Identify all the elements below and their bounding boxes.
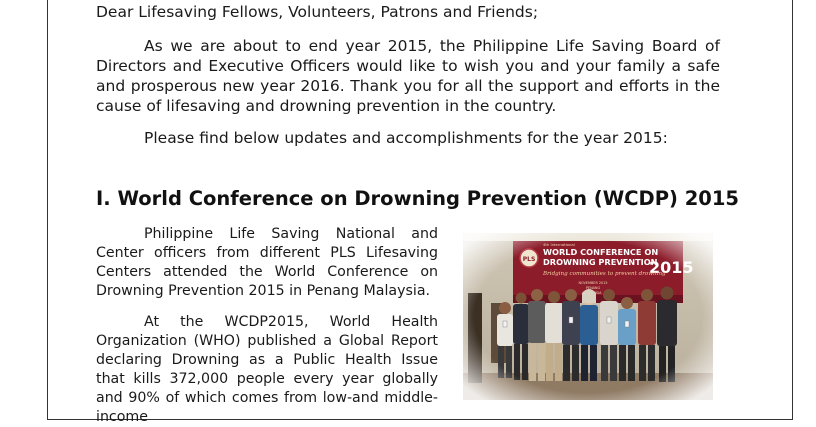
conference-group-photo bbox=[463, 233, 713, 400]
updates-intro: Please find below updates and accomplishments for the year 2015: bbox=[144, 129, 668, 147]
wcdp-paragraph-2: At the WCDP2015, World Health Organization (WHO) published a Global Report declaring Drowning as a Public Health Issue that kills 372,000 people every year globally and 90% of which comes from low-and middle-income bbox=[96, 314, 438, 425]
intro-paragraph: As we are about to end year 2015, the Philippine Life Saving Board of Directors and Executive Officers would like to wish you and your family a safe and prosperous new year 2016. Thank you for all the support and efforts in the cause of lifesaving and drowning prevention in the country. bbox=[96, 37, 720, 115]
section-heading-wcdp: I. World Conference on Drowning Prevention (WCDP) 2015 bbox=[96, 187, 739, 210]
wcdp-paragraph-1: Philippine Life Saving National and Center officers from different PLS Lifesaving Centers attended the World Conference on Drowning Prevention 2015 in Penang Malaysia. bbox=[96, 226, 438, 299]
wcdp-paragraph-2-block bbox=[96, 313, 438, 427]
wcdp-paragraph-1-block bbox=[96, 225, 438, 301]
salutation: Dear Lifesaving Fellows, Volunteers, Patrons and Friends; bbox=[96, 3, 539, 21]
